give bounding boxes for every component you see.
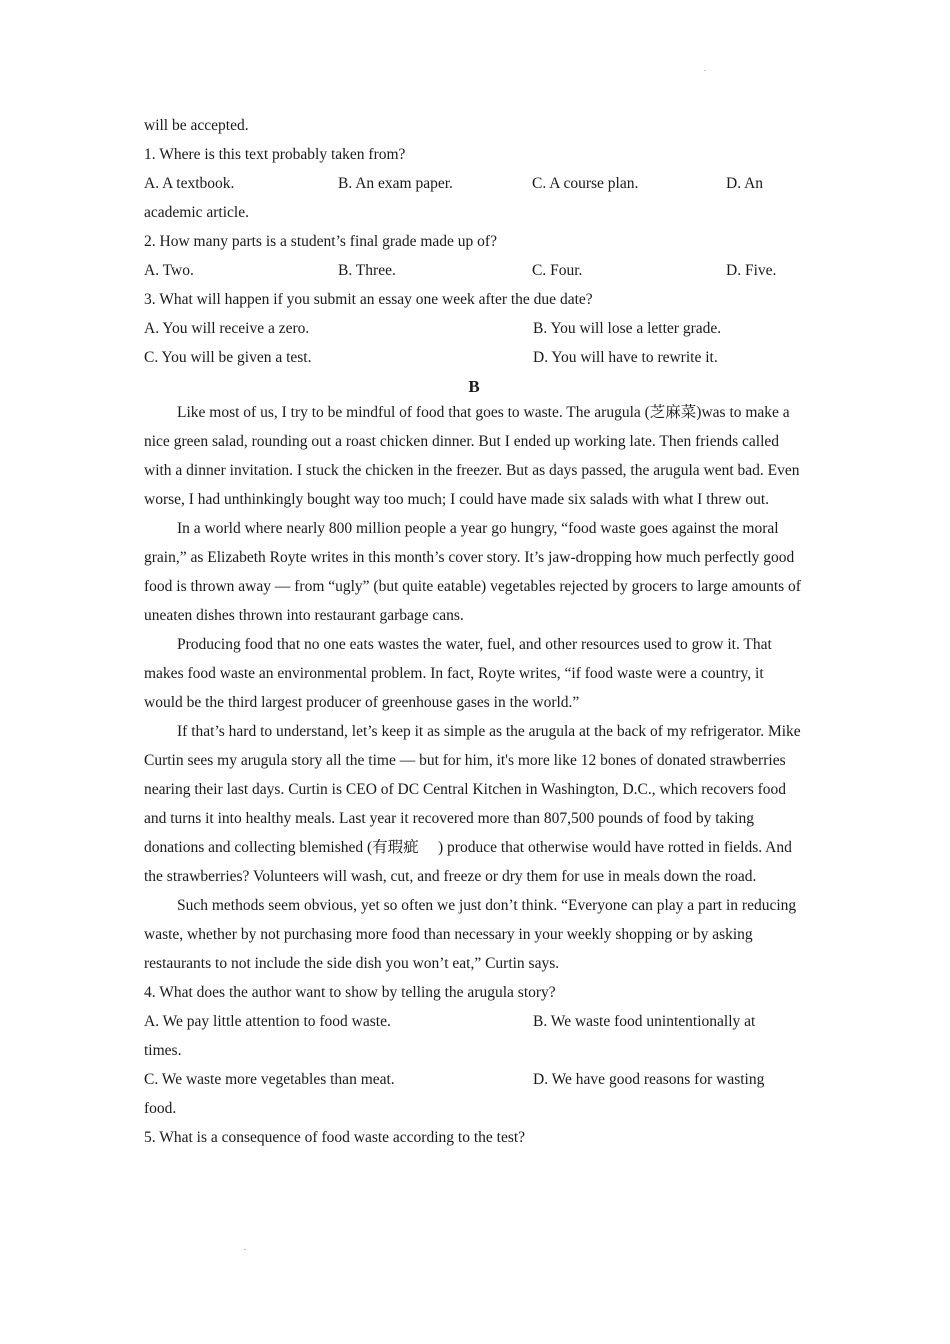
passage-paragraph: Such methods seem obvious, yet so often we just don’t think. “Everyone can play a part in reducing waste, whether by not purchasing more food than necessary in your weekly shopping or by asking restaurants to not include the side dish you won’t eat,” Curtin says. [144,897,797,972]
scan-speck [244,1249,246,1250]
option-c[interactable]: C. We waste more vegetables than meat. [144,1071,395,1088]
passage-paragraph: If that’s hard to understand, let’s keep it as simple as the arugula at the back of my refrigerator. Mike Curtin sees my arugula story all the time — but for him, it's more like 12 bones of donated strawberries nearing their last days. Curtin is CEO of DC Central Kitchen in Washington, D.C., which recovers food and turns it into healthy meals. Last year it recovered more than 807,500 pounds of food by taking donations and collecting blemished (有瑕疵 ) produce that otherwise would have rotted in fields. And the strawberries? Volunteers will wash, cut, and freeze or dry them for use in meals down the road. [144,723,801,885]
options-row [144,169,804,198]
options-row [144,1065,804,1094]
option-a[interactable]: A. Two. [144,262,194,279]
option-b[interactable]: B. We waste food unintentionally at [533,1013,756,1030]
option-d[interactable]: D. Five. [726,262,777,279]
passage-paragraph: In a world where nearly 800 million people a year go hungry, “food waste goes against the moral grain,” as Elizabeth Royte writes in this month’s cover story. It’s jaw-dropping how much perfectly good food is thrown away — from “ugly” (but quite eatable) vegetables rejected by grocers to large amounts of uneaten dishes thrown into restaurant garbage cans. [144,520,801,624]
option-d[interactable]: D. An [726,175,764,192]
option-c[interactable]: C. Four. [532,262,583,279]
option-d-wrap: food. [144,1100,177,1117]
option-d[interactable]: D. You will have to rewrite it. [533,349,718,366]
options-row [144,314,804,343]
question-stem: 2. How many parts is a student’s final grade made up of? [144,233,497,250]
option-b[interactable]: B. Three. [338,262,396,279]
passage-paragraph: Producing food that no one eats wastes the water, fuel, and other resources used to grow it. That makes food waste an environmental problem. In fact, Royte writes, “if food waste were a country, it would be the third largest producer of greenhouse gases in the world.” [144,636,772,711]
option-b[interactable]: B. An exam paper. [338,175,453,192]
question-stem: 4. What does the author want to show by telling the arugula story? [144,984,556,1001]
option-a[interactable]: A. We pay little attention to food waste. [144,1013,391,1030]
passage-paragraph: Like most of us, I try to be mindful of food that goes to waste. The arugula (芝麻菜)was to make a nice green salad, rounding out a roast chicken dinner. But I ended up working late. Then friends called with a dinner invitation. I stuck the chicken in the freezer. But as days passed, the arugula went bad. Even worse, I had unthinkingly bought way too much; I could have made six salads with what I threw out. [144,404,800,508]
options-row [144,1007,804,1036]
options-row [144,343,804,372]
question-stem: 1. Where is this text probably taken from? [144,146,406,163]
option-b-wrap: times. [144,1042,182,1059]
question-stem: 3. What will happen if you submit an essay one week after the due date? [144,291,593,308]
option-a[interactable]: A. You will receive a zero. [144,320,310,337]
continuation-text: will be accepted. [144,117,249,134]
scan-speck [704,70,706,71]
question-stem: 5. What is a consequence of food waste according to the test? [144,1129,526,1146]
option-c[interactable]: C. You will be given a test. [144,349,312,366]
section-heading: B [468,377,480,396]
option-c[interactable]: C. A course plan. [532,175,639,192]
page-content [144,111,804,1152]
option-d[interactable]: D. We have good reasons for wasting [533,1071,765,1088]
option-b[interactable]: B. You will lose a letter grade. [533,320,722,337]
option-d-wrap: academic article. [144,204,249,221]
options-row [144,256,804,285]
option-a[interactable]: A. A textbook. [144,175,235,192]
